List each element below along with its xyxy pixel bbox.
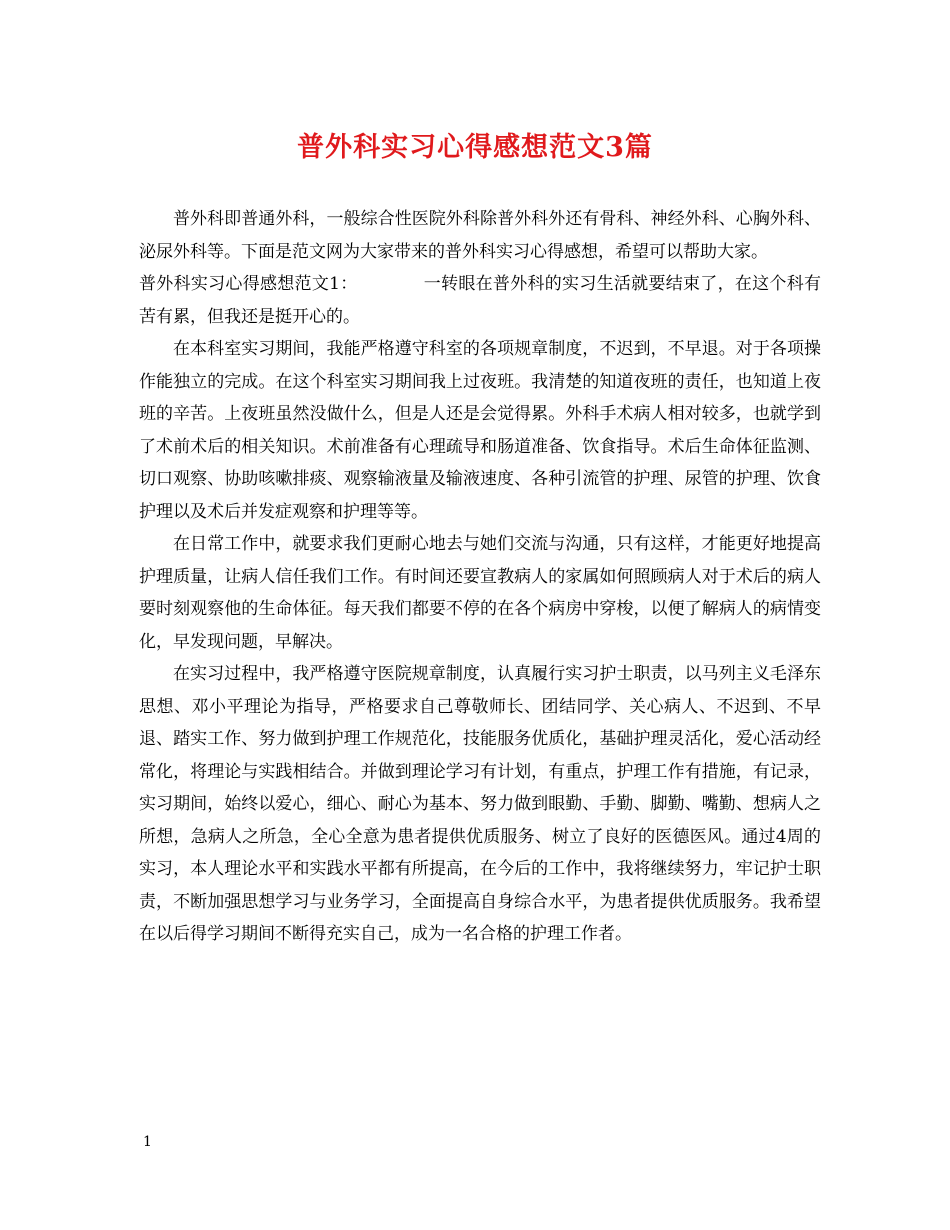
section-label: 普外科实习心得感想范文1： <box>139 274 358 294</box>
section-first-sentence: 一转眼在普外科的实习生活就要结束了，在这个科有苦有累，但我还是挺开心的。 <box>139 274 821 327</box>
intro-paragraph: 普外科即普通外科，一般综合性医院外科除普外科外还有骨科、神经外科、心胸外科、泌尿外科等。下面是范文网为大家带来的普外科实习心得感想，希望可以帮助大家。 <box>139 209 821 262</box>
document-title: 普外科实习心得感想范文3篇 <box>297 132 653 163</box>
page-number: 1 <box>143 1134 152 1150</box>
document-body <box>139 203 821 951</box>
body-paragraph-3: 在实习过程中，我严格遵守医院规章制度，认真履行实习护士职责，以马列主义毛泽东思想、邓小平理论为指导，严格要求自己尊敬师长、团结同学、关心病人、不迟到、不早退、踏实工作、努力做到护理工作规范化，技能服务优质化，基础护理灵活化，爱心活动经常化，将理论与实践相结合。并做到理论学习有计划，有重点，护理工作有措施，有记录，实习期间，始终以爱心，细心、耐心为基本、努力做到眼勤、手勤、脚勤、嘴勤、想病人之所想，急病人之所急，全心全意为患者提供优质服务、树立了良好的医德医风。通过4周的实习，本人理论水平和实践水平都有所提高，在今后的工作中，我将继续努力，牢记护士职责，不断加强思想学习与业务学习，全面提高自身综合水平，为患者提供优质服务。我希望在以后得学习期间不断得充实自己，成为一名合格的护理工作者。 <box>139 664 821 944</box>
body-paragraph-1: 在本科室实习期间，我能严格遵守科室的各项规章制度，不迟到，不早退。对于各项操作能独立的完成。在这个科室实习期间我上过夜班。我清楚的知道夜班的责任，也知道上夜班的辛苦。上夜班虽然没做什么，但是人还是会觉得累。外科手术病人相对较多，也就学到了术前术后的相关知识。术前准备有心理疏导和肠道准备、饮食指导。术后生命体征监测、切口观察、协助咳嗽排痰、观察输液量及输液速度、各种引流管的护理、尿管的护理、饮食护理以及术后并发症观察和护理等等。 <box>139 339 821 522</box>
body-paragraph-2: 在日常工作中，就要求我们更耐心地去与她们交流与沟通，只有这样，才能更好地提高护理质量，让病人信任我们工作。有时间还要宣教病人的家属如何照顾病人对于术后的病人要时刻观察他的生命体征。每天我们都要不停的在各个病房中穿梭，以便了解病人的病情变化，早发现问题，早解决。 <box>139 534 821 652</box>
section-paragraph <box>139 268 821 333</box>
